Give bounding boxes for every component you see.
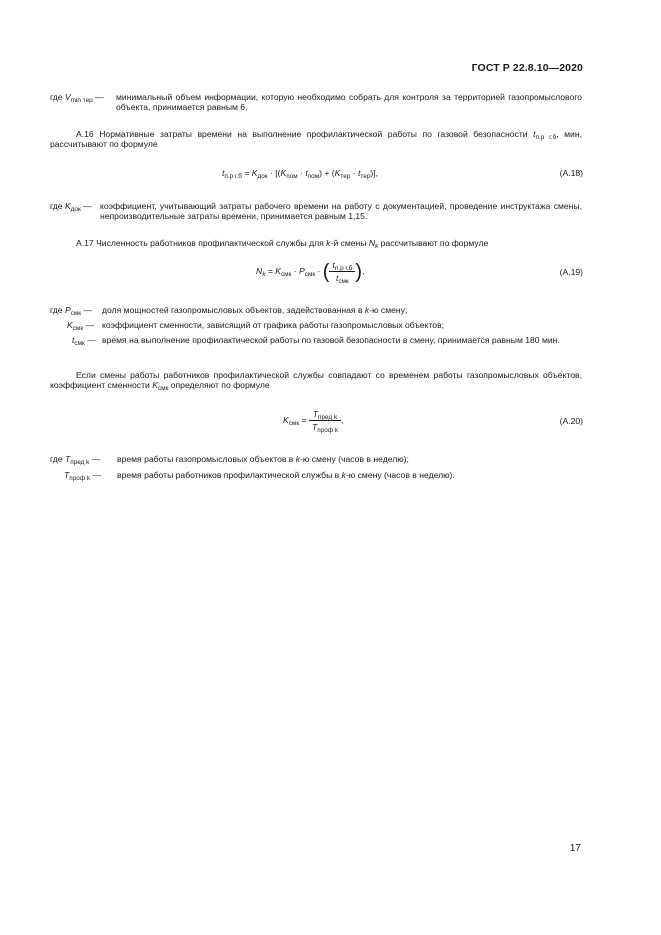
where-word: где: [50, 454, 63, 464]
symbol-sub: k: [375, 243, 379, 250]
definition-tpred: [50, 454, 582, 466]
symbol-sub: проф k: [69, 475, 91, 482]
clause-text: Нормативные затраты времени на выполнение профилактической работы по газовой безопасности: [99, 129, 528, 139]
definition-text-end: -ю смену (часов в неделю).: [345, 470, 455, 480]
definition-text: время на выполнение профилактической работы по газовой безопасности в смену, принимается равным 180 мин.: [102, 335, 560, 345]
eq-symbol: t: [358, 168, 361, 178]
k-italic: k: [341, 470, 346, 480]
eq-symbol: P: [299, 266, 305, 277]
eq-sub: п.р г.б: [334, 265, 353, 272]
paragraph-text: Если смены работы работников профилактической службы совпадают со временем работы газопромысловых объектов, коэффициент сменности: [50, 370, 582, 391]
symbol: K: [64, 201, 71, 211]
dash: —: [85, 320, 95, 330]
definition-text: время работы работников профилактической службы в: [117, 470, 340, 480]
eq-sub: смк: [304, 271, 316, 279]
equation-a18: [222, 168, 378, 178]
eq-equals: =: [301, 415, 307, 426]
eq-fraction: [329, 260, 355, 284]
paragraph-shifts: [50, 370, 582, 391]
symbol-sub: пред k: [70, 459, 90, 466]
definition-text: доля мощностей газопромысловых объектов, задействованная в: [102, 305, 363, 315]
eq-sub: док: [257, 173, 268, 180]
symbol-sub: док: [70, 206, 81, 213]
symbol: K: [152, 380, 158, 391]
clause-number: А.16: [76, 129, 94, 139]
eq-sub: проф k: [317, 427, 338, 435]
paragraph-a17: [50, 238, 582, 248]
eq-symbol: K: [280, 168, 287, 178]
page-number: 17: [569, 843, 581, 854]
equation-number: (А.19): [559, 267, 583, 277]
symbol: V: [64, 92, 71, 102]
equation-number: (А.18): [559, 168, 583, 178]
where-word: где: [50, 305, 63, 315]
eq-equals: =: [244, 168, 250, 178]
eq-sub: k: [262, 271, 266, 279]
symbol: K: [67, 320, 73, 330]
eq-sub: пом: [307, 173, 320, 180]
eq-dot: ·: [317, 266, 321, 277]
eq-dot: ·: [352, 168, 356, 178]
eq-sub: тер: [340, 173, 351, 180]
dash: —: [83, 201, 92, 211]
eq-symbol: t: [222, 168, 225, 178]
symbol-sub: смк: [74, 340, 85, 347]
eq-symbol: T: [311, 422, 318, 433]
definition-psmk: [50, 305, 582, 317]
clause-number: А.17: [76, 238, 94, 248]
dash: —: [95, 92, 104, 102]
symbol-sub: п.р г.б: [535, 134, 557, 141]
eq-comma: ,: [362, 266, 365, 277]
eq-symbol: N: [256, 266, 263, 277]
eq-sub: тер: [360, 173, 371, 180]
dash: —: [87, 335, 96, 345]
eq-symbol: K: [275, 266, 281, 277]
eq-sub: смк: [288, 420, 300, 428]
k-italic: k: [326, 238, 331, 248]
symbol: t: [72, 335, 75, 345]
dash: —: [92, 470, 102, 480]
definition-text: коэффициент сменности, зависящий от графика работы газопромысловых объектов;: [102, 320, 445, 330]
eq-bracket: ) + (: [319, 168, 335, 178]
document-header: ГОСТ Р 22.8.10—2020: [471, 62, 583, 74]
symbol-sub: смк: [72, 325, 84, 332]
definition-vmin: [50, 92, 582, 118]
eq-sub: пом: [286, 173, 298, 180]
eq-sub: смк: [280, 271, 292, 279]
symbol-sub: min тер: [70, 97, 93, 104]
symbol-sub: смк: [157, 385, 169, 393]
equation-a19: [256, 260, 364, 284]
eq-dot: ·: [300, 168, 303, 178]
eq-sub: пред k: [318, 414, 338, 421]
definition-tsmk: [50, 335, 582, 361]
clause-text-after: , мин, рассчитывают по формуле: [50, 129, 582, 150]
definition-text: коэффициент, учитывающий затраты рабочего времени на работу с документацией, проведение инструктажа смены, непроизводительные затраты времени, принимается равным 1,15.: [100, 201, 582, 222]
eq-symbol: K: [334, 168, 341, 178]
eq-comma: ,: [341, 415, 344, 426]
dash: —: [91, 454, 101, 464]
dash: —: [83, 305, 93, 315]
definition-text: минимальный объем информации, которую необходимо собрать для контроля за территорией газопромыслового объекта, принимается равным 6.: [116, 92, 582, 113]
eq-symbol: t: [332, 260, 335, 270]
symbol-sub: смк: [70, 310, 82, 317]
eq-paren: (: [322, 260, 330, 283]
symbol: T: [64, 470, 70, 480]
definition-text: время работы газопромысловых объектов в: [117, 454, 294, 464]
paragraph-text-after: определяют по формуле: [170, 380, 270, 391]
eq-symbol: T: [312, 409, 319, 419]
eq-dot: ·: [293, 266, 297, 277]
k-italic: k: [295, 454, 301, 464]
eq-bracket: [(: [275, 168, 281, 178]
symbol: N: [368, 238, 376, 248]
eq-symbol: t: [305, 168, 308, 178]
eq-sub: смк: [338, 278, 349, 286]
where-word: где: [50, 201, 63, 211]
eq-dot: ·: [269, 168, 273, 178]
eq-bracket: )],: [370, 168, 379, 178]
definition-text-end: -ю смену (часов в неделю);: [300, 454, 409, 464]
definition-ksmk: [50, 320, 582, 332]
eq-symbol: K: [283, 415, 289, 426]
k-italic: k: [364, 305, 370, 315]
definition-text-end: -ю смену;: [369, 305, 408, 315]
eq-symbol: t: [336, 273, 339, 284]
symbol: t: [533, 129, 536, 139]
clause-text: Численность работников профилактической службы для: [96, 238, 324, 248]
clause-text-after: рассчитывают по формуле: [380, 238, 489, 248]
eq-fraction: [309, 409, 344, 435]
where-word: где: [50, 92, 63, 102]
eq-paren: ): [355, 260, 363, 283]
paragraph-a16: [50, 129, 582, 150]
definition-kdok: [50, 201, 582, 227]
equation-number: (А.20): [559, 416, 583, 426]
eq-equals: =: [267, 266, 273, 277]
clause-text-mid: -й смены: [330, 238, 367, 248]
equation-a20: [283, 409, 343, 433]
symbol: T: [64, 454, 71, 464]
eq-symbol: K: [251, 168, 258, 178]
symbol: P: [64, 305, 71, 315]
eq-sub: п.р г.б: [224, 173, 242, 180]
definition-tprof: [50, 470, 582, 482]
